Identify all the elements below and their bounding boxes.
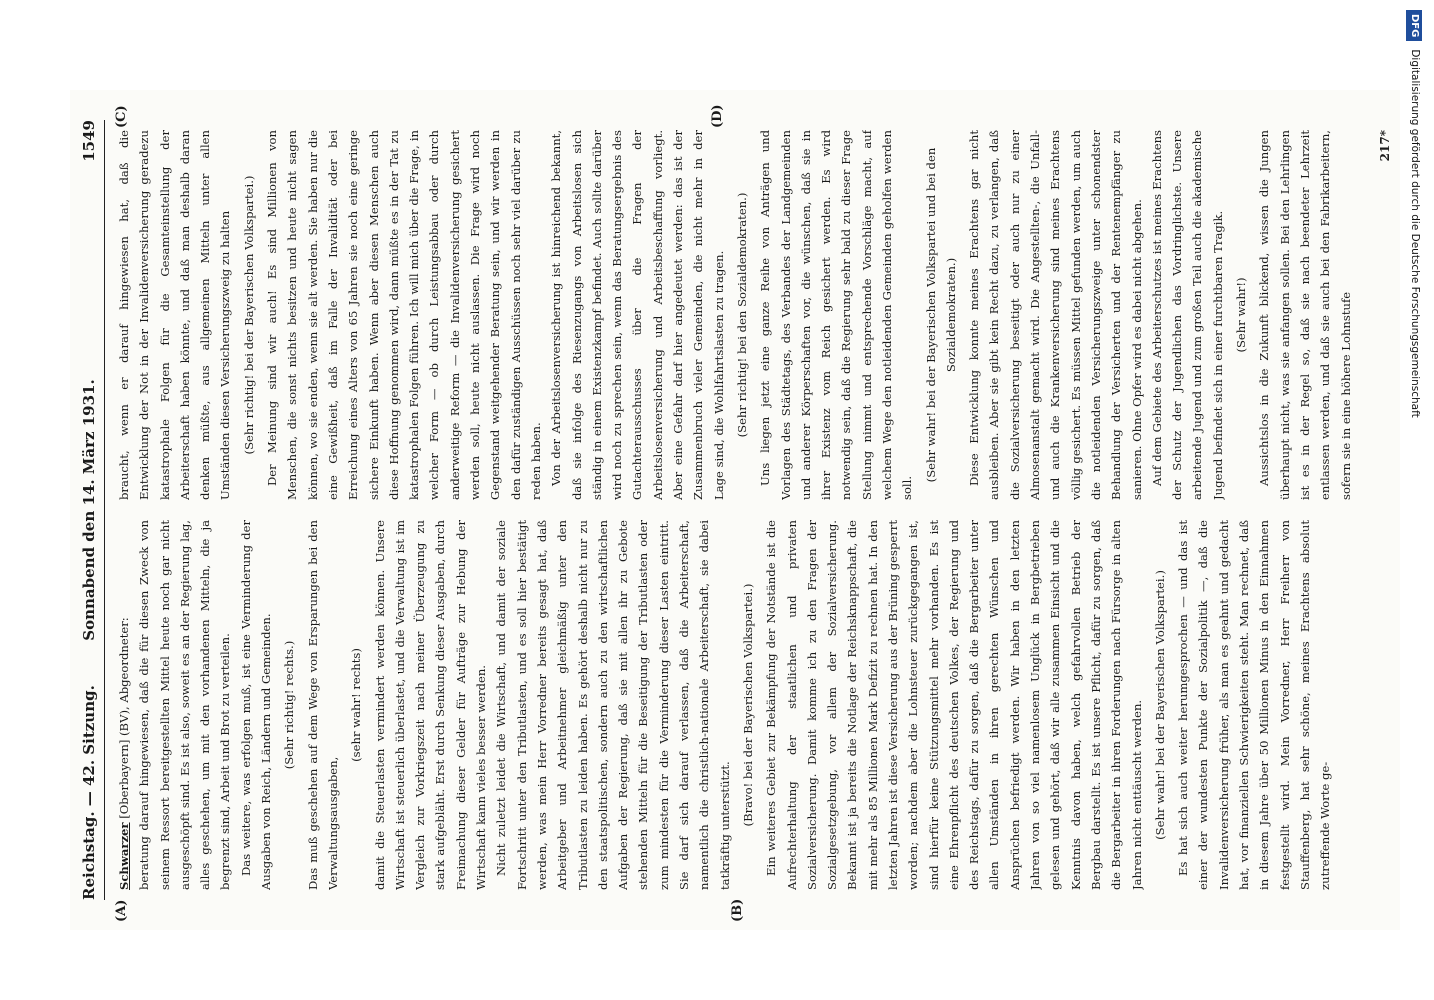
paragraph: beratung darauf hingewiesen, daß die für diesen Zweck von seinem Ressort bereitgestellten Mittel heute noch gar nicht ausgeschöpft sind. Es ist also, soweit es an der Regierung lag, alles geschehen, um mit den vorhandenen Mitteln, die ja begrenzt sind, Arbeit und Brot zu verteilen. bbox=[137, 520, 233, 890]
left-column bbox=[114, 520, 1384, 890]
credit-text: Digitalisierung gefördert durch die Deutsche Forschungsgemeinschaft bbox=[1409, 49, 1421, 418]
paragraph: Auf dem Gebiete des Arbeiterschutzes ist meines Erachtens der Schutz der Jugendlichen das Vordringlichste. Unsere arbeitende Jugend und zum großen Teil auch die akademische Jugend befindet sich in einer furchtbaren Tragik. bbox=[1149, 130, 1225, 500]
paragraph: Von der Arbeitslosenversicherung ist hinreichend bekannt, daß sie infolge des Riesenzugangs von Arbeitslosen sich ständig in einem Existenzkampf befindet. Auch sollte darüber wird noch zu sprechen sein, wenn das Beratungsergebnis des Gutachterausschusses über die Fragen der Arbeitslosenversicherung und Arbeitsbeschaffung vorliegt. Aber eine Gefahr darf hier angedeutet werden: das ist der Zusammenbruch vieler Gemeinden, die nicht mehr in der Lage sind, die Wohlfahrtslasten zu tragen. bbox=[549, 130, 726, 500]
header-title: Reichstag. — 42. Sitzung. bbox=[80, 685, 98, 900]
interjection: (Sehr wahr!) bbox=[1234, 277, 1249, 353]
paragraph: braucht, wenn er darauf hingewiesen hat, daß die Entwicklung der Not in der Invalidenversicherung geradezu katastrophale Folgen für die Gesamteinstellung der Arbeiterschaft haben könnte, und daß man deshalb daran denken müßte, aus allgemeinen Mitteln unter allen Umständen diesen Versicherungszweig zu halten bbox=[117, 130, 233, 500]
paragraph: Das weitere, was erfolgen muß, ist eine Verminderung der Ausgaben von Reich, Ländern und Gemeinden. bbox=[238, 520, 274, 890]
digitization-credit bbox=[1400, 10, 1430, 990]
signature-number: 217* bbox=[1378, 130, 1392, 162]
document-page bbox=[70, 90, 1400, 930]
paragraph: Nicht zuletzt leidet die Wirtschaft, und damit der soziale Fortschritt unter den Tributlasten, und es soll hier bestätigt werden, was mein Herr Vorredner bereits gesagt hat, daß Arbeitgeber und Arbeitnehmer gleichmäßig unter den Tributlasten zu leiden haben. Es gehört deshalb nicht nur zu den staatspolitischen, sondern auch zu den wirtschaftlichen Aufgaben der Regierung, daß sie mit allen ihr zu Gebote stehenden Mitteln für die Beseitigung der Tributlasten oder zum mindesten für die Verminderung dieser Lasten eintritt. Sie darf sich darauf verlassen, daß die Arbeiterschaft, namentlich die christlich-nationale Arbeiterschaft, sie dabei tatkräftig unterstützt. bbox=[494, 520, 732, 890]
paragraph: Das muß geschehen auf dem Wege von Ersparungen bei den Verwaltungsausgaben, bbox=[305, 520, 340, 890]
margin-mark-b: (B) bbox=[730, 898, 745, 922]
margin-mark-d: (D) bbox=[710, 104, 725, 128]
dfg-logo: DFG bbox=[1406, 10, 1422, 41]
header-date: Sonnabend den 14. März 1931. bbox=[80, 379, 98, 641]
paragraph: Aussichtslos in die Zukunft blickend, wissen die Jungen überhaupt nicht, was sie anfangen sollen. Bei den Lehrlingen ist es in der Regel so, daß sie nach beendeter Lehrzeit entlassen werden, und daß sie auch bei den Fabrikarbeitern, sofern sie in eine höhere Lohnstufe bbox=[1257, 130, 1353, 500]
paragraph: Uns liegen jetzt eine ganze Reihe von Anträgen und Vorlagen des Städtetags, des Verbandes der Landgemeinden und anderer Körperschaften vor, die wünschen, daß sie in ihrer Existenz vom Reich gesichert werden. Es wird notwendig sein, daß die Regierung sehr bald zu dieser Frage Stellung nimmt und entsprechende Vorschläge macht, auf welchem Wege den notleidenden Gemeinden geholfen werden soll. bbox=[758, 130, 915, 500]
speaker-name: Schwarzer bbox=[117, 822, 131, 890]
page-header bbox=[76, 120, 105, 900]
interjection: (sehr wahr! rechts) bbox=[349, 648, 364, 762]
margin-mark-c: (C) bbox=[114, 105, 129, 128]
interjection: (Sehr richtig! bei den Sozialdemokraten.) bbox=[734, 192, 749, 438]
interjection: (Sehr wahr! bei der Bayerischen Volkspartei und bei den Sozialdemokraten.) bbox=[923, 147, 958, 483]
page-number: 1549 bbox=[80, 120, 98, 162]
paragraph: damit die Steuerlasten vermindert werden können. Unsere Wirtschaft ist steuerlich überlastet, und die Verwaltung ist im Vergleich zur Vorkriegszeit nach meiner Überzeugung zu stark aufgebläht. Erst durch Senkung dieser Ausgaben, durch Freimachung dieser Gelder für Aufträge zur Hebung der Wirtschaft kann vieles besser werden. bbox=[372, 520, 489, 890]
paragraph: Der Meinung sind wir auch! Es sind Millionen von Menschen, die sonst nichts besitzen und heute nicht sagen können, wo sie enden, wenn sie alt werden. Sie haben nur die eine Gewißheit, daß im Falle der Invalidität oder bei Erreichung eines Alters von 65 Jahren sie noch eine geringe sichere Einkunft haben. Wenn aber diesen Menschen auch diese Hoffnung genommen wird, dann müßte es in der Tat zu katastrophalen Folgen führen. Ich will mich über die Frage, in welcher Form — ob durch Leistungsabbau oder durch anderweitige Reform — die Invalidenversicherung gesichert werden soll, heute nicht auslassen. Die Frage wird noch Gegenstand weitgehender Beratung sein, und wir werden in den dafür zuständigen Ausschüssen noch sehr viel darüber zu reden haben. bbox=[265, 130, 543, 500]
interjection: (Bravo! bei der Bayerischen Volkspartei.) bbox=[740, 583, 755, 827]
interjection: (Sehr richtig! bei der Bayerischen Volkspartei.) bbox=[241, 175, 256, 455]
rotated-page bbox=[70, 90, 1400, 930]
sidebar bbox=[1400, 10, 1430, 990]
right-column bbox=[114, 130, 1384, 500]
interjection: (Sehr wahr! bei der Bayerischen Volkspartei.) bbox=[1152, 570, 1167, 840]
margin-mark-a: (A) bbox=[114, 899, 129, 922]
paragraph: Ein weiteres Gebiet zur Bekämpfung der Notstände ist die Aufrechterhaltung der staatlichen und privaten Sozialversicherung. Damit komme ich zu den Fragen der Sozialgesetzgebung, vor allem der Sozialversicherung. Bekannt ist ja bereits die Notlage der Reichsknappschaft, die mit mehr als 85 Millionen Mark Defizit zu rechnen hat. In den letzten Jahren ist diese Versicherung aus der Brüning gesperrt worden; nachdem aber die Lohnsteuer zurückgegangen ist, sind hierfür keine Stützungsmittel mehr vorhanden. Es ist eine Ehrenpflicht des deutschen Volkes, der Regierung und des Reichstags, dafür zu sorgen, daß die Bergarbeiter unter allen Umständen in ihren gerechten Wünschen und Ansprüchen befriedigt werden. Wir haben in den letzten Jahren von so viel namenlosem Unglück in Bergbetrieben gelesen und gehört, daß wir alle zusammen Einsicht und die Kenntnis davon haben, welch gefahrvollen Betrieb der Bergbau darstellt. Es ist unsere Pflicht, dafür zu sorgen, daß die Bergarbeiter in ihren Forderungen nach Fürsorge in alten Jahren nicht enttäuscht werden. bbox=[764, 520, 1144, 890]
paragraph: Diese Entwicklung konnte meines Erachtens gar nicht ausbleiben. Aber sie gibt kein Recht dazu, zu verlangen, daß die Sozialversicherung beseitigt oder auch nur zu einer Almosenanstalt gemacht wird. Die Angestellten-, die Unfall- und auch die Krankenversicherung sind meines Erachtens völlig gesichert. Es müssen Mittel gefunden werden, um auch die notleidenden Versicherungszweige unter schonendster Behandlung der Versicherten und der Rentenempfänger zu sanieren. Ohne Opfer wird es dabei nicht abgehen. bbox=[967, 130, 1144, 500]
interjection: (Sehr richtig! rechts.) bbox=[282, 640, 297, 770]
paragraph: Es hat sich auch weiter herumgesprochen — und das ist einer der wundesten Punkte der Sozialpolitik —, daß die Invalidenversicherung früher, als man es geahnt und gedacht hat, vor finanziellen Schwierigkeiten steht. Man rechnet, daß in diesem Jahre über 50 Millionen Minus in den Einnahmen festgestellt wird. Mein Vorredner, Herr Freiherr von Stauffenberg, hat sehr schöne, meines Erachtens absolut zutreffende Worte ge- bbox=[1176, 520, 1333, 890]
speaker-suffix: [Oberbayern] (BV), Abgeordneter: bbox=[117, 617, 131, 823]
speaker-line bbox=[114, 520, 134, 890]
